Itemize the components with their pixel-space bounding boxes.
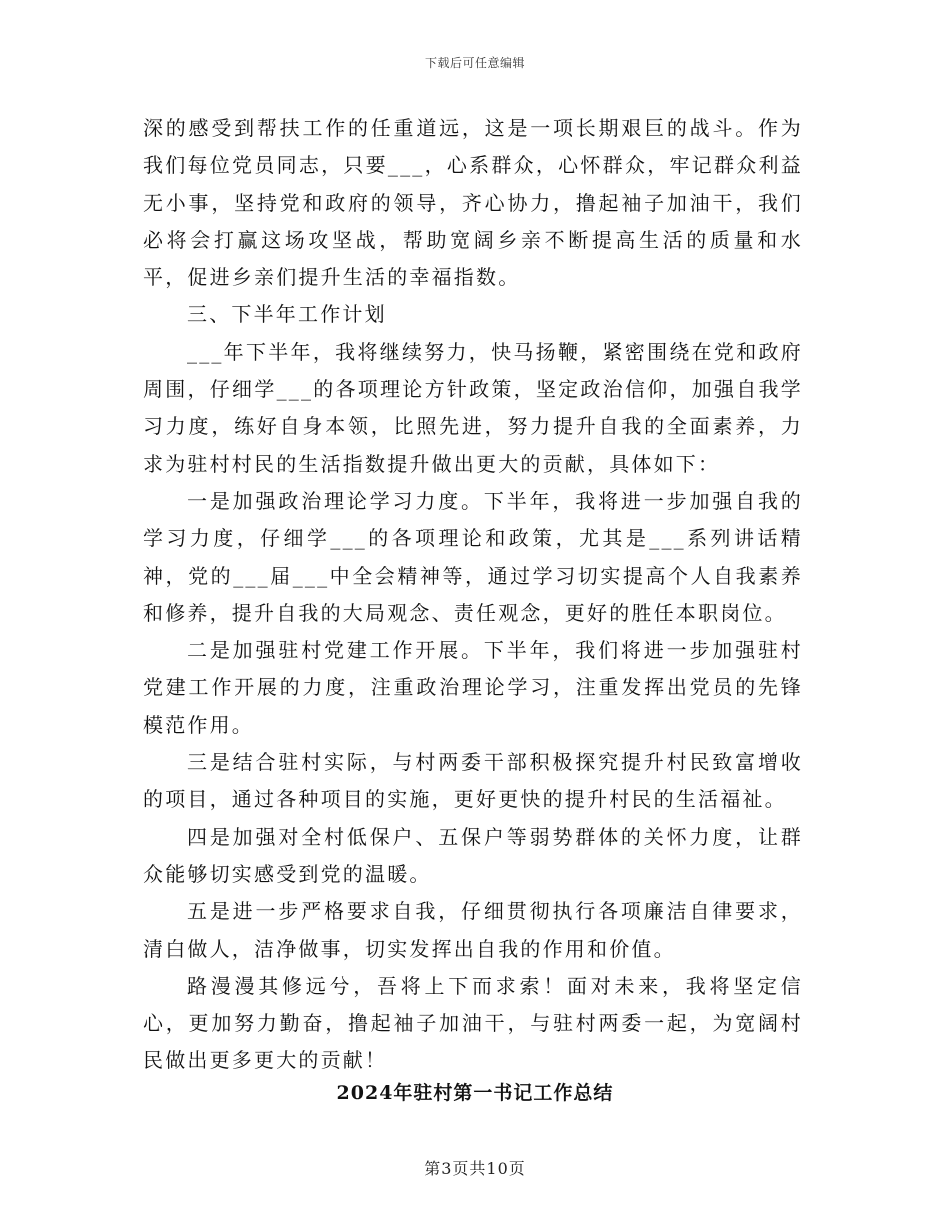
header-note: 下载后可任意编辑 [424,56,525,70]
paragraph-item-4: 四是加强对全村低保户、五保户等弱势群体的关怀力度，让群众能够切实感受到党的温暖。 [143,824,803,886]
paragraph-item-5: 五是进一步严格要求自我，仔细贯彻执行各项廉洁自律要求，清白做人，洁净做事，切实发挥出自我的作用和价值。 [143,899,803,961]
paragraph-closing: 路漫漫其修远兮，吾将上下而求索！面对未来，我将坚定信心，更加努力勤奋，撸起袖子加油干，与驻村两委一起，为宽阔村民做出更多更大的贡献！ [143,973,803,1073]
paragraph-item-3: 三是结合驻村实际，与村两委干部积极探究提升村民致富增收的项目，通过各种项目的实施，更好更快的提升村民的生活福祉。 [143,750,803,812]
section-heading-plan: 三、下半年工作计划 [187,302,387,327]
paragraph-plan-intro: ___年下半年，我将继续努力，快马扬鞭，紧密围绕在党和政府周围，仔细学___的各项理论方针政策，坚定政治信仰，加强自我学习力度，练好自身本领，比照先进，努力提升自我的全面素养，力求为驻村村民的生活指数提升做出更大的贡献，具体如下： [143,339,803,476]
paragraph-item-2: 二是加强驻村党建工作开展。下半年，我们将进一步加强驻村党建工作开展的力度，注重政治理论学习，注重发挥出党员的先锋模范作用。 [143,638,803,737]
page-number: 第3页共10页 [424,1159,526,1178]
paragraph-continuation: 深的感受到帮扶工作的任重道远，这是一项长期艰巨的战斗。作为我们每位党员同志，只要___，心系群众，心怀群众，牢记群众利益无小事，坚持党和政府的领导，齐心协力，撸起袖子加油干，我们必将会打赢这场攻坚战，帮助宽阔乡亲不断提高生活的质量和水平，促进乡亲们提升生活的幸福指数。 [143,116,803,290]
body-text [143,110,803,1080]
section-title: 2024年驻村第一书记工作总结 [336,1082,614,1104]
paragraph-item-1: 一是加强政治理论学习力度。下半年，我将进一步加强自我的学习力度，仔细学___的各项理论和政策，尤其是___系列讲话精神，党的___届___中全会精神等，通过学习切实提高个人自我素养和修养，提升自我的大局观念、责任观念，更好的胜任本职岗位。 [143,488,803,625]
